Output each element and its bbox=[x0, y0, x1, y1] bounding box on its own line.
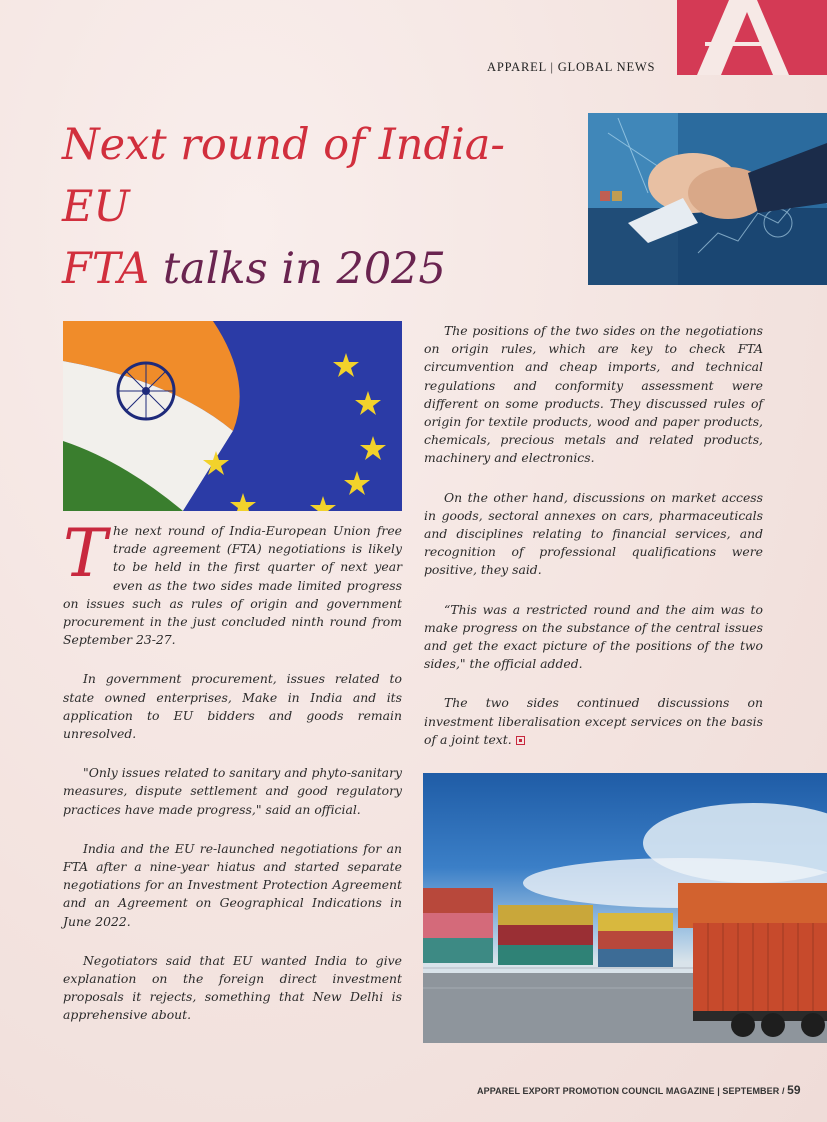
letter-a-logo-icon bbox=[677, 0, 827, 75]
magazine-logo bbox=[677, 0, 827, 75]
paragraph-last: The two sides continued discussions on investment liberalisation except services on the basis of a joint text. bbox=[424, 695, 763, 747]
page-number: 59 bbox=[787, 1083, 801, 1097]
paragraph: In government procurement, issues related to state owned enterprises, Make in India and its application to EU bidders and goods remain unresolved. bbox=[63, 671, 402, 742]
article-title bbox=[62, 114, 572, 300]
footer-publication: APPAREL EXPORT PROMOTION COUNCIL MAGAZINE | SEPTEMBER bbox=[477, 1086, 780, 1096]
title-fta: FTA bbox=[62, 244, 150, 294]
paragraph: The positions of the two sides on the negotiations on origin rules, which are key to check FTA circumvention and cheap imports, and technical regulations and conformity assessment were different on some products. They discussed rules of origin for textile products, wood and paper products, chemicals, precious metals and related products, machinery and electronics. bbox=[424, 323, 763, 466]
paragraph: "Only issues related to sanitary and phyto-sanitary measures, dispute settlement and good regulatory practices have made progress," said an official. bbox=[63, 765, 402, 817]
dropcap: T bbox=[63, 515, 108, 592]
article-column-left bbox=[63, 515, 402, 1046]
handshake-image bbox=[588, 113, 827, 285]
paragraph-intro: The next round of India-European Union free trade agreement (FTA) negotiations is likely to be held in the first quarter of next year even as the two sides made limited progress on issues such as rules of origin and government procurement in the just concluded ninth round from September 23-27. bbox=[63, 515, 402, 648]
page-footer bbox=[477, 1083, 801, 1097]
title-line-2: talks in 2025 bbox=[149, 244, 446, 294]
india-eu-flags-image bbox=[63, 321, 402, 511]
paragraph: India and the EU re-launched negotiations for an FTA after a nine-year hiatus and started separate negotiations for an Investment Protection Agreement and an Agreement on Geographical Indications in June 2022. bbox=[63, 840, 402, 929]
end-of-article-icon bbox=[516, 736, 525, 745]
paragraph: Negotiators said that EU wanted India to give explanation on the foreign direct investment proposals it rejects, something that New Delhi is apprehensive about. bbox=[63, 952, 402, 1023]
title-line-1: Next round of India-EU bbox=[62, 120, 505, 232]
section-label: APPAREL | GLOBAL NEWS bbox=[487, 60, 656, 74]
shipping-containers-image bbox=[423, 773, 827, 1043]
paragraph: “This was a restricted round and the aim was to make progress on the substance of the central issues and get the exact picture of the positions of the two sides," the official added. bbox=[424, 601, 763, 672]
paragraph: On the other hand, discussions on market access in goods, sectoral annexes on cars, pharmaceuticals and disciplines relating to financial services, and recognition of professional qualifications were positive, they said. bbox=[424, 489, 763, 578]
footer-separator: / bbox=[779, 1086, 788, 1096]
article-column-right bbox=[424, 322, 763, 770]
